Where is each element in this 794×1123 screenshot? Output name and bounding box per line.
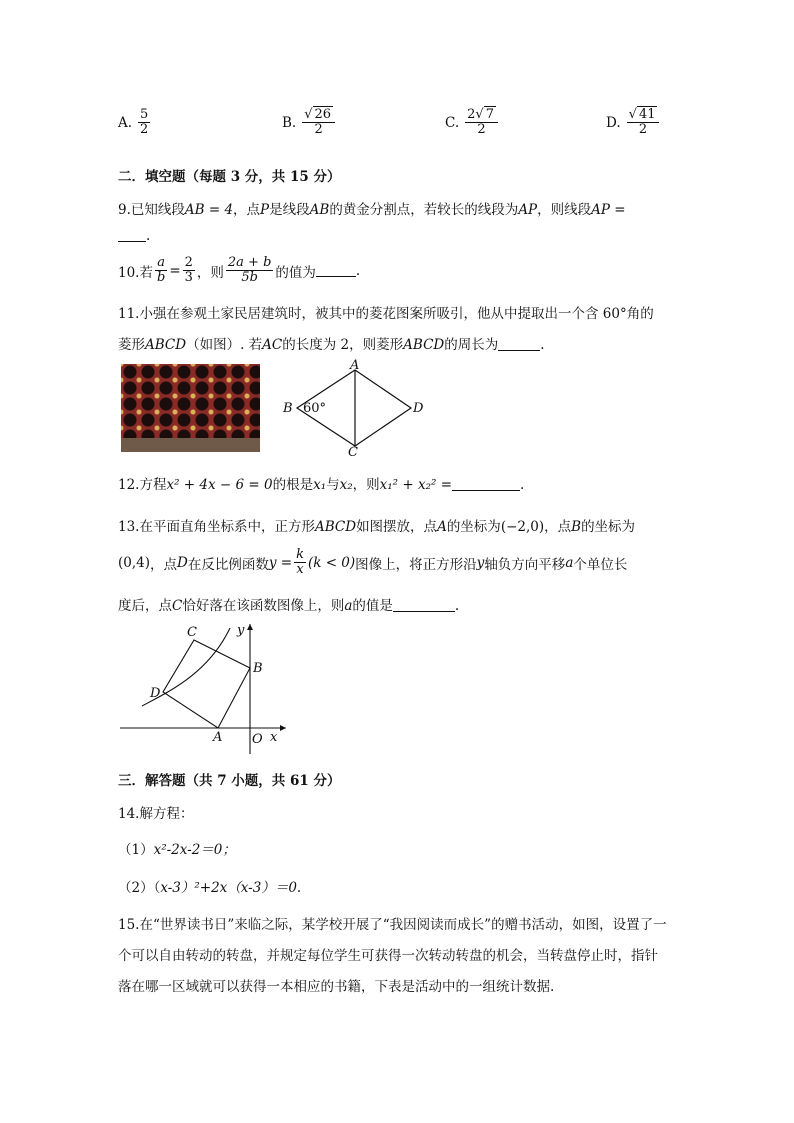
- question-14-part-1: （1）x²-2x-2＝0；: [118, 842, 236, 858]
- label-c: C: [348, 445, 358, 458]
- option-a: [118, 108, 152, 138]
- option-label: A.: [118, 114, 133, 131]
- coordinate-figure: [118, 620, 288, 760]
- question-14-part-2: （2）（x-3）²+2x（x-3）＝0.: [118, 880, 302, 896]
- fraction: $\frac{5}{2}$: [140, 107, 149, 138]
- square-abcd: [163, 640, 250, 728]
- label-y: y: [237, 623, 245, 638]
- section-3-title: 三．解答题（共 7 小题，共 61 分）: [118, 773, 341, 789]
- fraction: $\frac{√ 26}{2}$: [302, 108, 335, 138]
- option-label: D.: [606, 114, 621, 131]
- answer-blank[interactable]: [452, 478, 520, 491]
- answer-blank[interactable]: [316, 264, 356, 277]
- rhombus-figure: [280, 358, 430, 458]
- label-x: x: [270, 730, 278, 745]
- label-d: D: [413, 401, 424, 416]
- label-b: B: [283, 401, 293, 416]
- radical-sign: √: [304, 107, 313, 122]
- x-axis-arrow: [280, 725, 286, 731]
- fraction: $\frac{2√ 7}{2}$: [465, 108, 498, 138]
- radical-sign: √: [628, 107, 637, 122]
- question-9-answer: .: [118, 228, 150, 244]
- question-11-line-1: 11.小强在参观土家民居建筑时，被其中的菱花图案所吸引，他从中提取出一个含 60°角的: [118, 306, 654, 322]
- question-13-line-3: 度后，点C恰好落在该函数图像上，则a的值是 .: [118, 598, 460, 614]
- label-b: B: [253, 661, 263, 676]
- answer-blank[interactable]: [393, 599, 455, 612]
- lattice-window-photo: [121, 364, 260, 452]
- y-axis-arrow: [247, 624, 253, 630]
- angle-label: 60°: [303, 401, 327, 416]
- radical-sign: √: [475, 107, 484, 122]
- option-d: [606, 108, 661, 138]
- option-label: C.: [445, 114, 460, 131]
- option-b: [282, 108, 337, 138]
- question-12: 12.方程x² + 4x − 6 = 0的根是x₁与x₂，则x₁² + x₂² = .: [118, 477, 525, 493]
- question-14-title: 14.解方程：: [118, 806, 194, 822]
- label-c: C: [187, 625, 197, 640]
- fraction: $\frac{√ 41}{2}$: [627, 108, 660, 138]
- label-d: D: [150, 686, 161, 701]
- section-2-title: 二．填空题（每题 3 分，共 15 分）: [118, 169, 341, 185]
- question-13-line-1: 13.在平面直角坐标系中，正方形ABCD如图摆放，点A的坐标为(−2,0)，点B的坐标为: [118, 519, 636, 535]
- label-a: A: [213, 730, 223, 745]
- question-15-line-3: 落在哪一区域就可以获得一本相应的书籍，下表是活动中的一组统计数据.: [118, 979, 555, 995]
- label-o: O: [252, 732, 263, 747]
- question-13-line-2: (0,4) ，点 D 在反比例函数 y = $\frac{k}{x}$ (k < 0) 图像上，将正方形沿 y 轴负方向平移 a 个单位长: [118, 547, 628, 578]
- question-15-line-1: 15.在“世界读书日”来临之际，某学校开展了“我因阅读而成长”的赠书活动，如图，设置了一: [118, 917, 667, 933]
- question-10: 10.若 $\frac{a}{b}$ = $\frac{2}{3}$ ，则 $\frac{2a + b}{5b}$ 的值为 .: [118, 255, 361, 286]
- question-11-line-2: 菱形ABCD（如图）. 若AC的长度为 2，则菱形ABCD的周长为 .: [118, 337, 545, 353]
- label-a: A: [350, 358, 360, 373]
- question-15-line-2: 个可以自由转动的转盘，并规定每位学生可获得一次转动转盘的机会，当转盘停止时，指针: [118, 948, 658, 964]
- answer-blank[interactable]: [118, 229, 146, 242]
- question-9: 9.已知线段AB = 4，点P是线段AB的黄金分割点，若较长的线段为AP，则线段AP =: [118, 202, 626, 218]
- option-label: B.: [282, 114, 297, 131]
- option-c: [445, 108, 500, 138]
- answer-blank[interactable]: [498, 338, 540, 351]
